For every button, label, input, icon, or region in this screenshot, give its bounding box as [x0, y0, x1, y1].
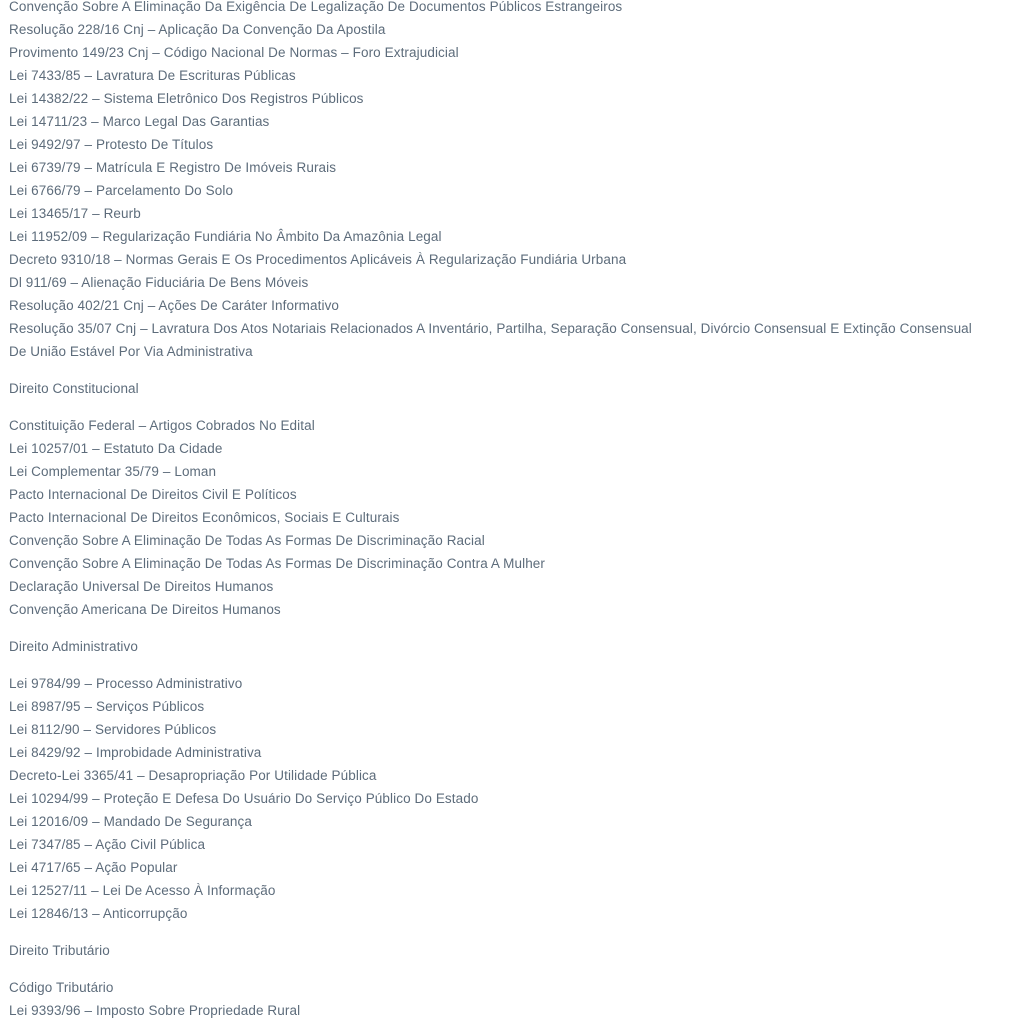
law-item: Lei 7433/85 – Lavratura De Escrituras Públicas: [9, 68, 296, 83]
law-item: Lei 8112/90 – Servidores Públicos: [9, 722, 217, 737]
law-list: [9, 976, 986, 1022]
law-item: Declaração Universal De Direitos Humanos: [9, 579, 274, 594]
law-item: Lei 6739/79 – Matrícula E Registro De Imóveis Rurais: [9, 160, 337, 175]
section-heading: Direito Tributário: [9, 943, 110, 958]
law-item: Decreto-Lei 3365/41 – Desapropriação Por Utilidade Pública: [9, 768, 377, 783]
law-item: Lei 14382/22 – Sistema Eletrônico Dos Registros Públicos: [9, 91, 364, 106]
law-item: Lei Complementar 35/79 – Loman: [9, 464, 217, 479]
law-item: Lei 4717/65 – Ação Popular: [9, 860, 178, 875]
law-item: Lei 9492/97 – Protesto De Títulos: [9, 137, 214, 152]
law-item: Pacto Internacional De Direitos Civil E Políticos: [9, 487, 297, 502]
law-item: Constituição Federal – Artigos Cobrados No Edital: [9, 418, 315, 433]
law-item: Convenção Sobre A Eliminação Da Exigência De Legalização De Documentos Públicos Estrangeiros: [9, 0, 623, 14]
law-item: Lei 13465/17 – Reurb: [9, 206, 141, 221]
law-item: Resolução 228/16 Cnj – Aplicação Da Convenção Da Apostila: [9, 22, 386, 37]
law-item: Lei 9784/99 – Processo Administrativo: [9, 676, 243, 691]
law-item: Lei 12016/09 – Mandado De Segurança: [9, 814, 252, 829]
law-list: [9, 672, 986, 925]
law-item: Convenção Americana De Direitos Humanos: [9, 602, 281, 617]
law-item: Código Tributário: [9, 980, 114, 995]
law-item: Lei 14711/23 – Marco Legal Das Garantias: [9, 114, 270, 129]
law-item: Decreto 9310/18 – Normas Gerais E Os Procedimentos Aplicáveis À Regularização Fundiária Urbana: [9, 252, 627, 267]
law-item: Convenção Sobre A Eliminação De Todas As Formas De Discriminação Contra A Mulher: [9, 556, 546, 571]
law-item: Lei 7347/85 – Ação Civil Pública: [9, 837, 206, 852]
law-item: Dl 911/69 – Alienação Fiduciária De Bens Móveis: [9, 275, 309, 290]
law-list: [9, 0, 986, 363]
law-item: Lei 12846/13 – Anticorrupção: [9, 906, 188, 921]
law-item: Lei 9393/96 – Imposto Sobre Propriedade Rural: [9, 1003, 301, 1018]
law-item: Lei 10294/99 – Proteção E Defesa Do Usuário Do Serviço Público Do Estado: [9, 791, 479, 806]
law-item: Lei 6766/79 – Parcelamento Do Solo: [9, 183, 234, 198]
law-item: Resolução 35/07 Cnj – Lavratura Dos Atos Notariais Relacionados A Inventário, Partilha, Separação Consensual, Divórcio Consensual E Extinção Consensual De União Estável Por Via Administrativa: [9, 321, 972, 359]
law-list-document: [9, 0, 986, 1022]
law-item: Lei 10257/01 – Estatuto Da Cidade: [9, 441, 223, 456]
law-item: Pacto Internacional De Direitos Econômicos, Sociais E Culturais: [9, 510, 400, 525]
law-item: Lei 8987/95 – Serviços Públicos: [9, 699, 205, 714]
law-list: [9, 414, 986, 621]
section-heading: Direito Administrativo: [9, 639, 138, 654]
law-item: Resolução 402/21 Cnj – Ações De Caráter Informativo: [9, 298, 340, 313]
law-item: Provimento 149/23 Cnj – Código Nacional De Normas – Foro Extrajudicial: [9, 45, 459, 60]
law-item: Lei 8429/92 – Improbidade Administrativa: [9, 745, 262, 760]
law-item: Convenção Sobre A Eliminação De Todas As Formas De Discriminação Racial: [9, 533, 485, 548]
law-item: Lei 11952/09 – Regularização Fundiária No Âmbito Da Amazônia Legal: [9, 229, 442, 244]
section-heading: Direito Constitucional: [9, 381, 139, 396]
law-item: Lei 12527/11 – Lei De Acesso À Informação: [9, 883, 276, 898]
